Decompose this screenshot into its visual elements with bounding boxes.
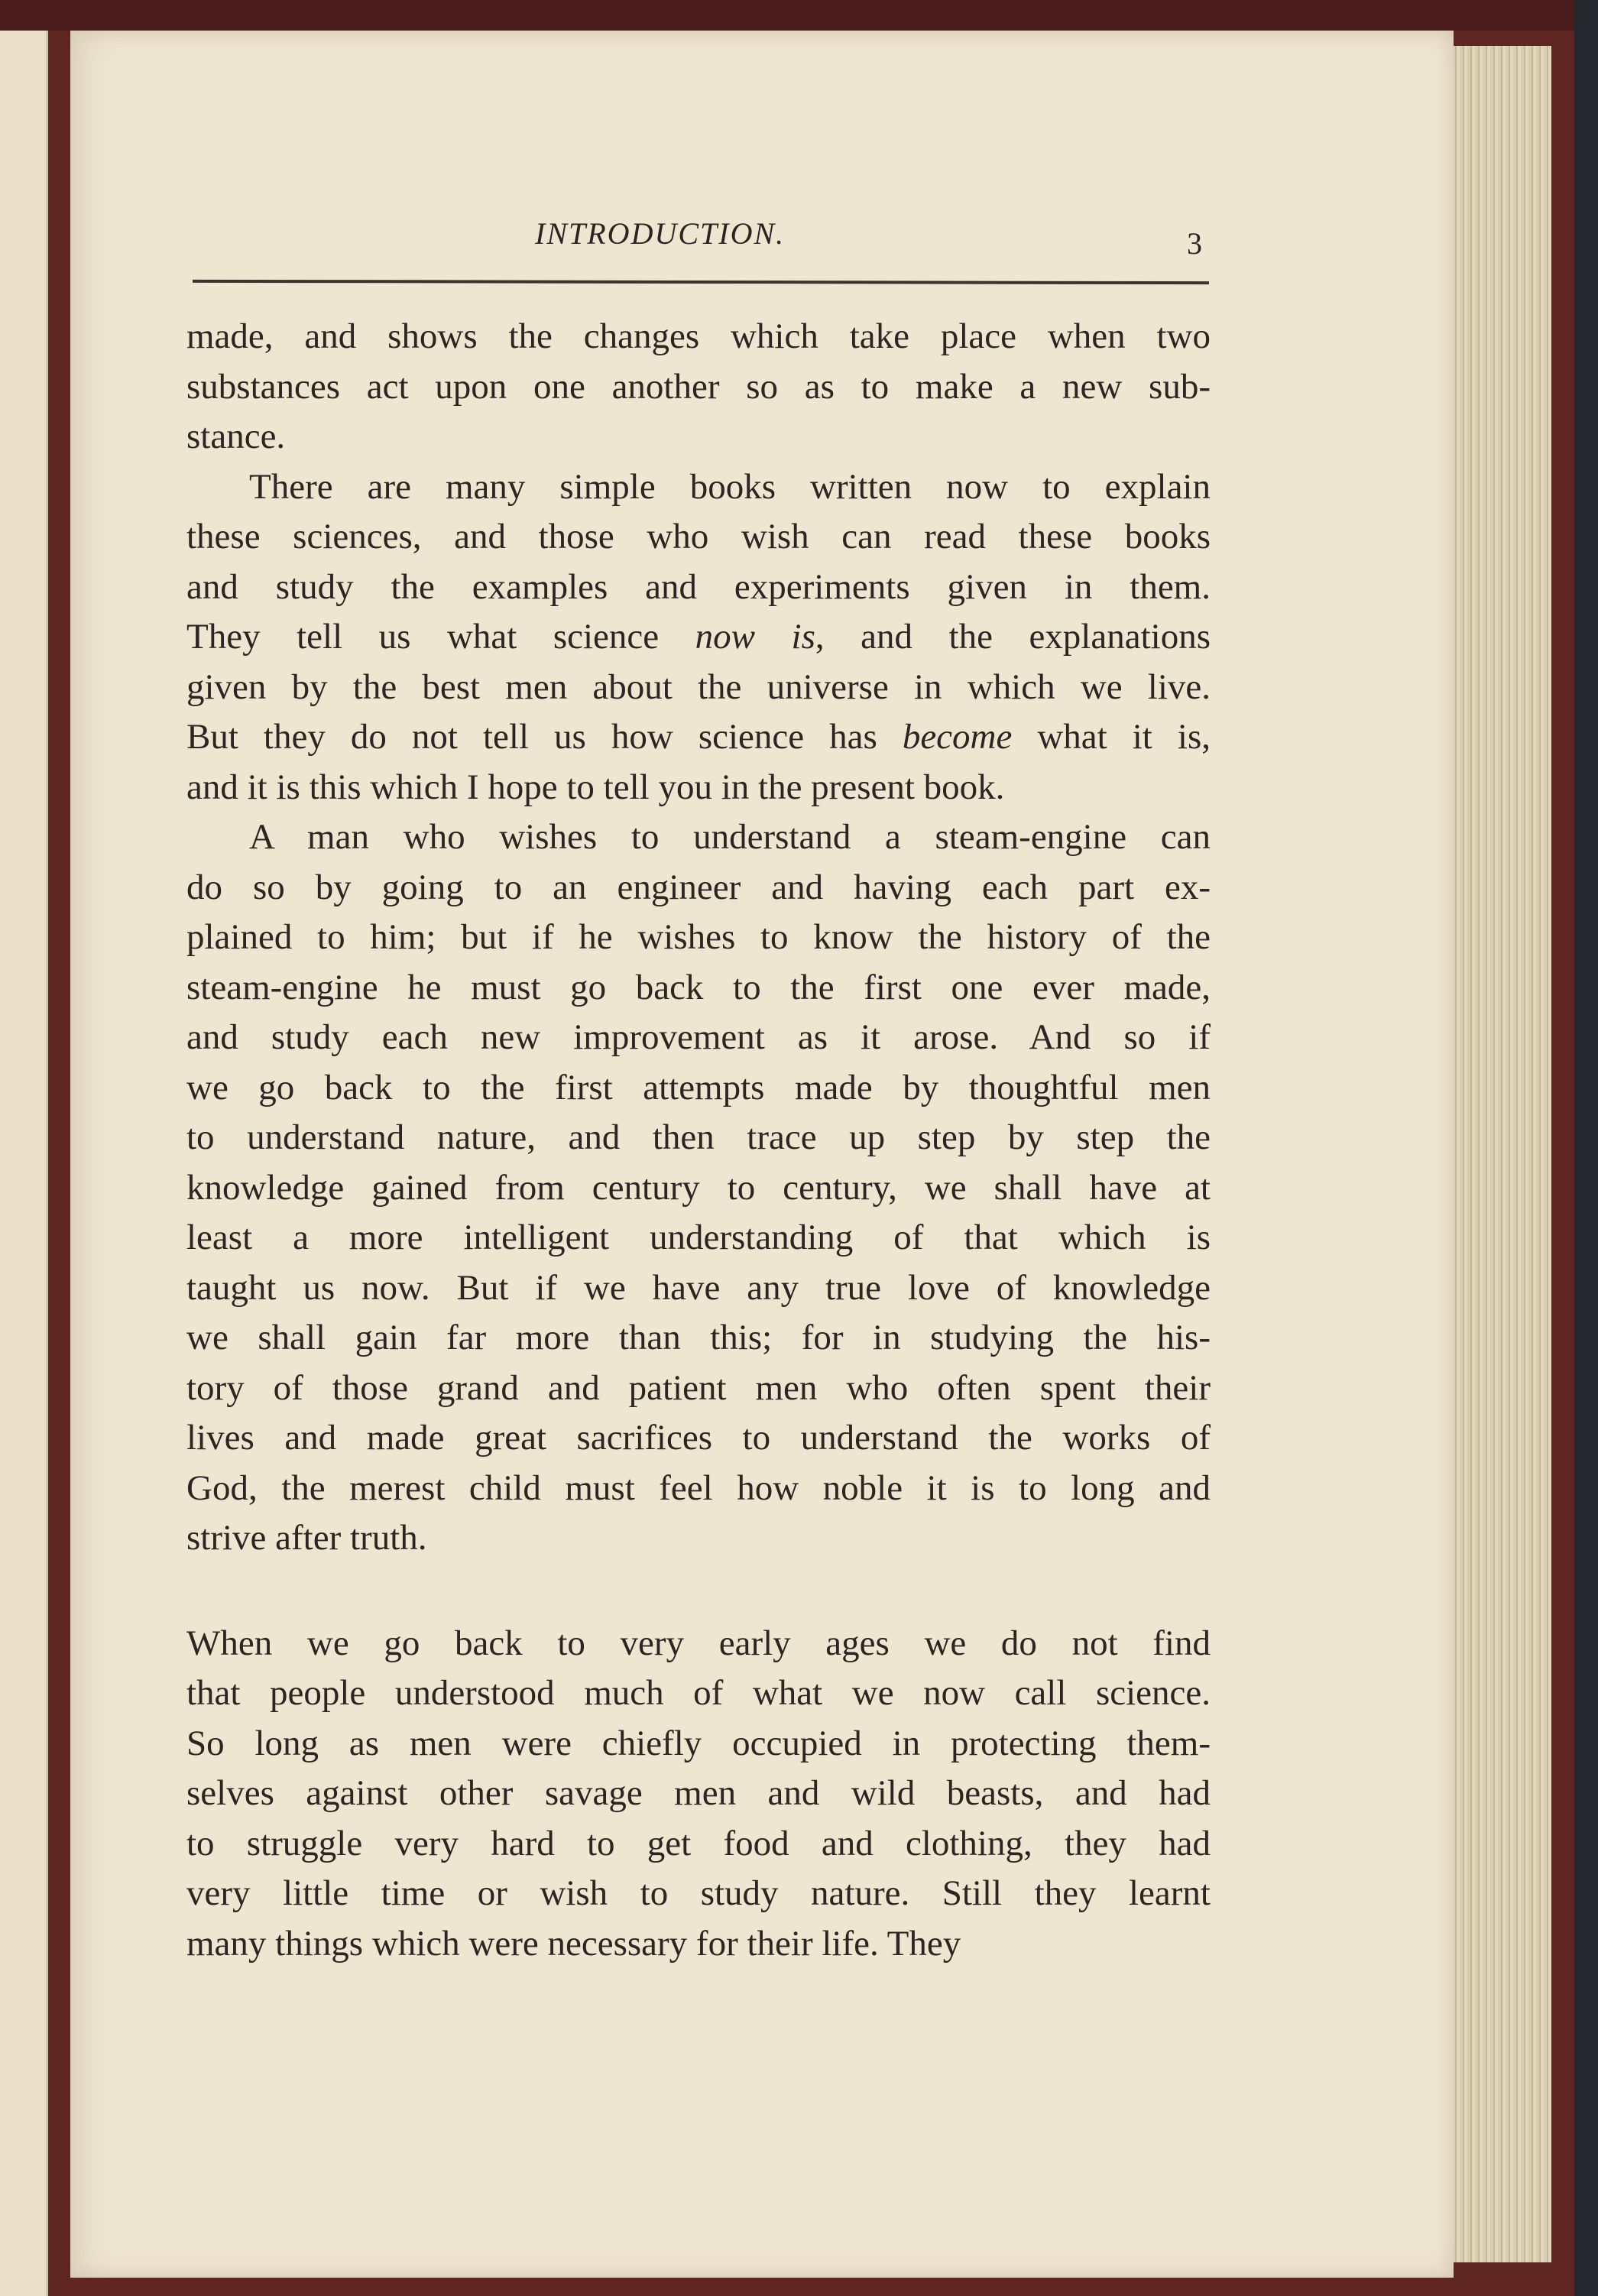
text-line: There are many simple books written now to explain: [249, 466, 1211, 507]
text-line: and it is this which I hope to tell you in the present book.: [186, 767, 1005, 807]
text-line: and study the examples and experiments given in them.: [186, 566, 1211, 607]
text-line: do so by going to an engineer and having each part ex-: [186, 867, 1211, 907]
text-line: that people understood much of what we now call science.: [186, 1673, 1211, 1713]
text-line: strive after truth.: [186, 1518, 427, 1558]
text-line: and study each new improvement as it arose. And so if: [186, 1017, 1211, 1057]
paragraph: [186, 462, 1211, 813]
page-number: 3: [1187, 226, 1202, 261]
cover-top-edge: [0, 0, 1574, 31]
text-line: given by the best men about the universe in which we live.: [186, 666, 1211, 707]
text-line: made, and shows the changes which take place when two: [186, 316, 1211, 356]
text-line: But they do not tell us how science has become what it is,: [186, 717, 1211, 757]
text-line: So long as men were chiefly occupied in protecting them-: [186, 1723, 1211, 1763]
text-line: They tell us what science now is, and the explanations: [186, 617, 1211, 657]
text-line: steam-engine he must go back to the first one ever made,: [186, 967, 1211, 1007]
text-line: lives and made great sacrifices to understand the works of: [186, 1418, 1211, 1458]
italic-emphasis: now is: [695, 617, 815, 657]
facing-page-edge: [0, 31, 48, 2296]
text-line: many things which were necessary for their life. They: [186, 1923, 961, 1964]
running-head: INTRODUCTION.: [535, 216, 786, 251]
text-line: these sciences, and those who wish can read these books: [186, 517, 1211, 556]
text-line: tory of those grand and patient men who often spent their: [186, 1367, 1211, 1408]
text-line: stance.: [186, 417, 286, 456]
text-line: knowledge gained from century to century, we shall have at: [186, 1167, 1211, 1208]
paragraph: [186, 812, 1211, 1564]
text-line: When we go back to very early ages we do not find: [186, 1623, 1211, 1663]
paragraph: [186, 312, 1211, 462]
text-line: very little time or wish to study nature. Still they learnt: [186, 1873, 1211, 1913]
text-line: to understand nature, and then trace up step by step the: [186, 1117, 1211, 1157]
text-line: we go back to the first attempts made by thoughtful men: [186, 1067, 1211, 1107]
text-line: least a more intelligent understanding of that which is: [186, 1218, 1211, 1257]
text-line: substances act upon one another so as to make a new sub-: [186, 366, 1211, 407]
text-line: selves against other savage men and wild beasts, and had: [186, 1773, 1211, 1813]
page-stack-edges: [1437, 46, 1551, 2262]
text-line: taught us now. But if we have any true love of knowledge: [186, 1267, 1211, 1308]
italic-emphasis: become: [902, 717, 1013, 757]
text-line: to struggle very hard to get food and clothing, they had: [186, 1823, 1211, 1863]
text-line: we shall gain far more than this; for in studying the his-: [186, 1318, 1211, 1357]
paragraph: [186, 1619, 1211, 1970]
body-text: [186, 312, 1211, 1969]
text-line: plained to him; but if he wishes to know the history of the: [186, 917, 1211, 957]
text-line: God, the merest child must feel how noble it is to long and: [186, 1467, 1211, 1508]
text-line: A man who wishes to understand a steam-engine can: [249, 817, 1211, 857]
section-break: [186, 1564, 1211, 1619]
